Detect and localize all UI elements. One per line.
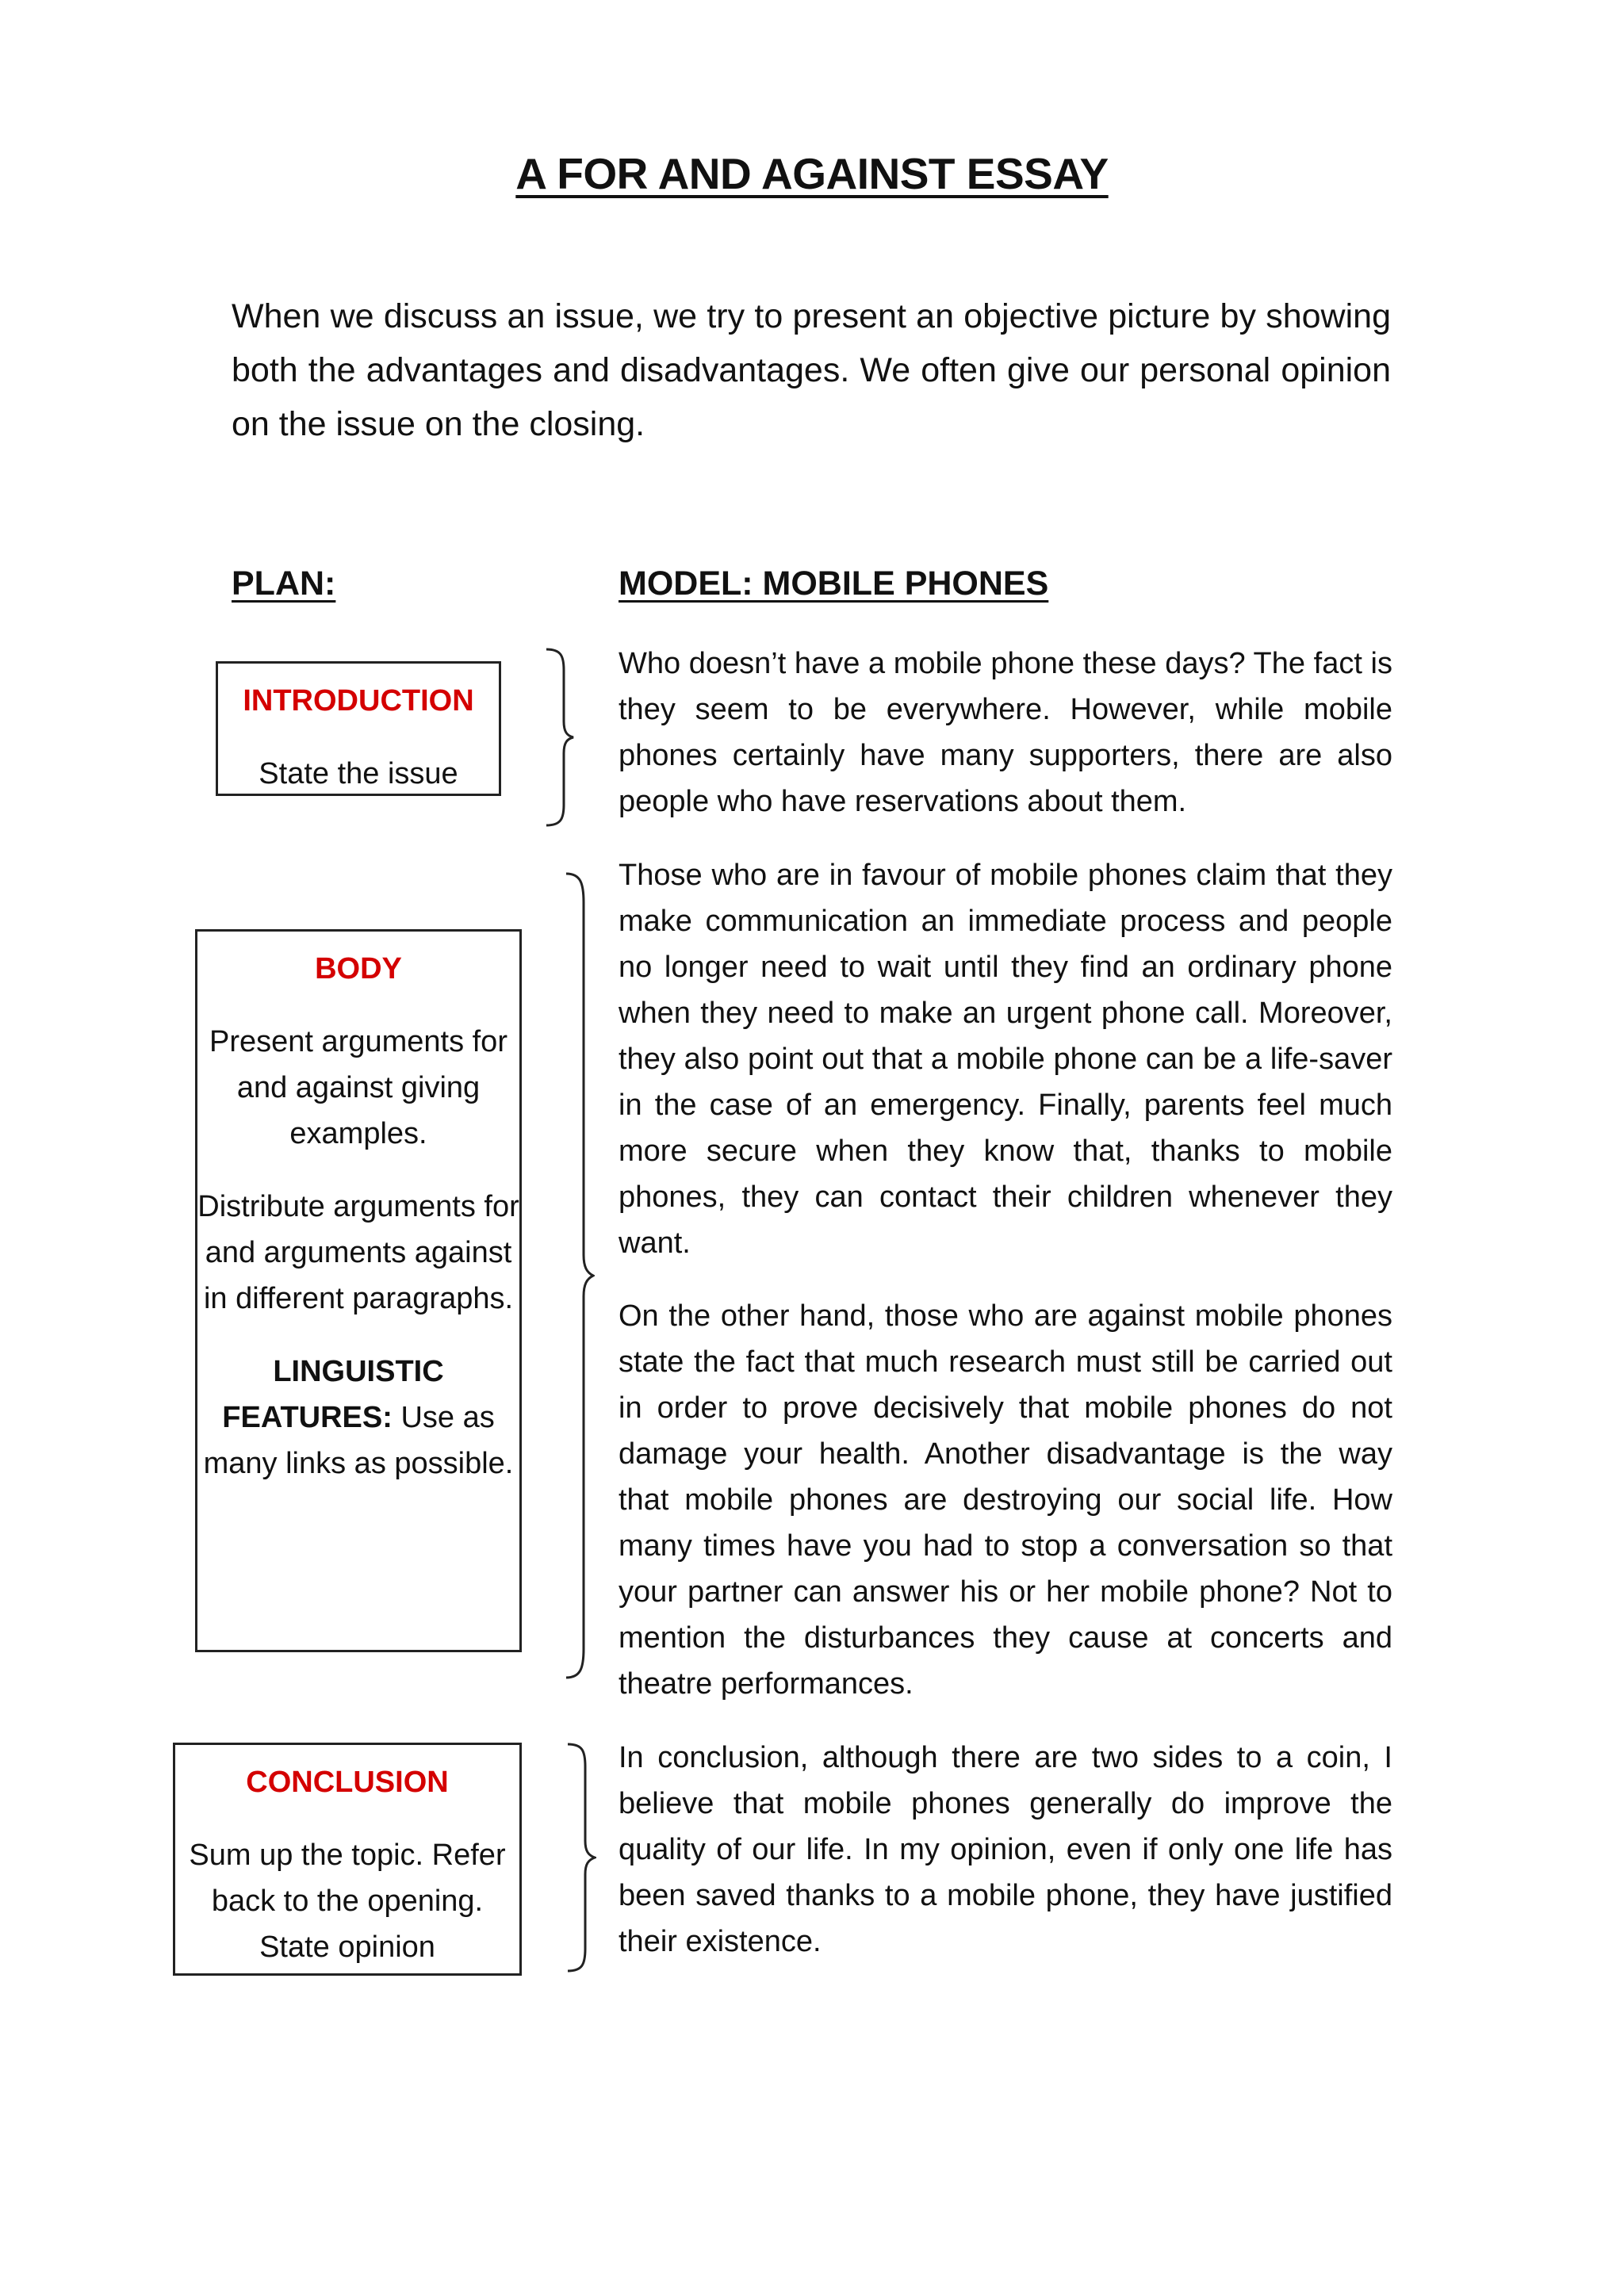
model-paragraph-conclusion: In conclusion, although there are two sides to a coin, I believe that mobile phones generally do improve the quality of our life. In my opinion, even if only one life has been saved thanks to a mobile phone, they have justified their existence.	[619, 1741, 1392, 1958]
intro-paragraph: When we discuss an issue, we try to present an objective picture by showing both the advantages and disadvantages. We often give our personal opinion on the issue on the closing.	[232, 297, 1391, 443]
body-brace	[563, 871, 595, 1681]
conclusion-brace	[565, 1741, 596, 1974]
model-paragraph-introduction: Who doesn’t have a mobile phone these days? The fact is they seem to be everywhere. However, while mobile phones certainly have many supporters, there are also people who have reservations about them.	[619, 647, 1392, 818]
body-box	[195, 929, 522, 1652]
model-heading: MODEL: MOBILE PHONES	[619, 564, 1049, 603]
body-title: BODY	[315, 952, 402, 985]
model-paragraph-against: On the other hand, those who are against mobile phones state the fact that much research must still be carried out in order to prove decisively that mobile phones do not damage your health. Another disadvantage is the way that mobile phones are destroying our social life. How many times have you had to stop a conversation so that your partner can answer his or her mobile phone? Not to mention the disturbances they cause at concerts and theatre performances.	[619, 1299, 1392, 1701]
introduction-text: State the issue	[259, 757, 458, 790]
body-linguistic-features	[197, 1349, 519, 1487]
body-text-arguments: Present arguments for and against giving examples.	[209, 1025, 508, 1150]
introduction-box	[216, 661, 501, 796]
linguistic-features-label: LINGUISTIC FEATURES:	[222, 1355, 444, 1434]
conclusion-title: CONCLUSION	[246, 1766, 449, 1799]
conclusion-box	[173, 1743, 522, 1976]
page-title: A FOR AND AGAINST ESSAY	[515, 148, 1109, 198]
model-paragraph-for: Those who are in favour of mobile phones claim that they make communication an immediate process and people no longer need to wait until they find an ordinary phone when they need to make an urgent phone call. Moreover, they also point out that a mobile phone can be a life-saver in the case of an emergency. Finally, parents feel much more secure when they know that, thanks to mobile phones, they can contact their children whenever they want.	[619, 859, 1392, 1260]
conclusion-text: Sum up the topic. Refer back to the opening. State opinion	[189, 1839, 506, 1964]
introduction-brace	[543, 646, 575, 828]
plan-heading: PLAN:	[232, 564, 336, 603]
body-text-distribute: Distribute arguments for and arguments against in different paragraphs.	[197, 1190, 519, 1315]
introduction-title: INTRODUCTION	[243, 684, 474, 718]
linguistic-features-text: Use as many links as possible.	[203, 1401, 514, 1480]
